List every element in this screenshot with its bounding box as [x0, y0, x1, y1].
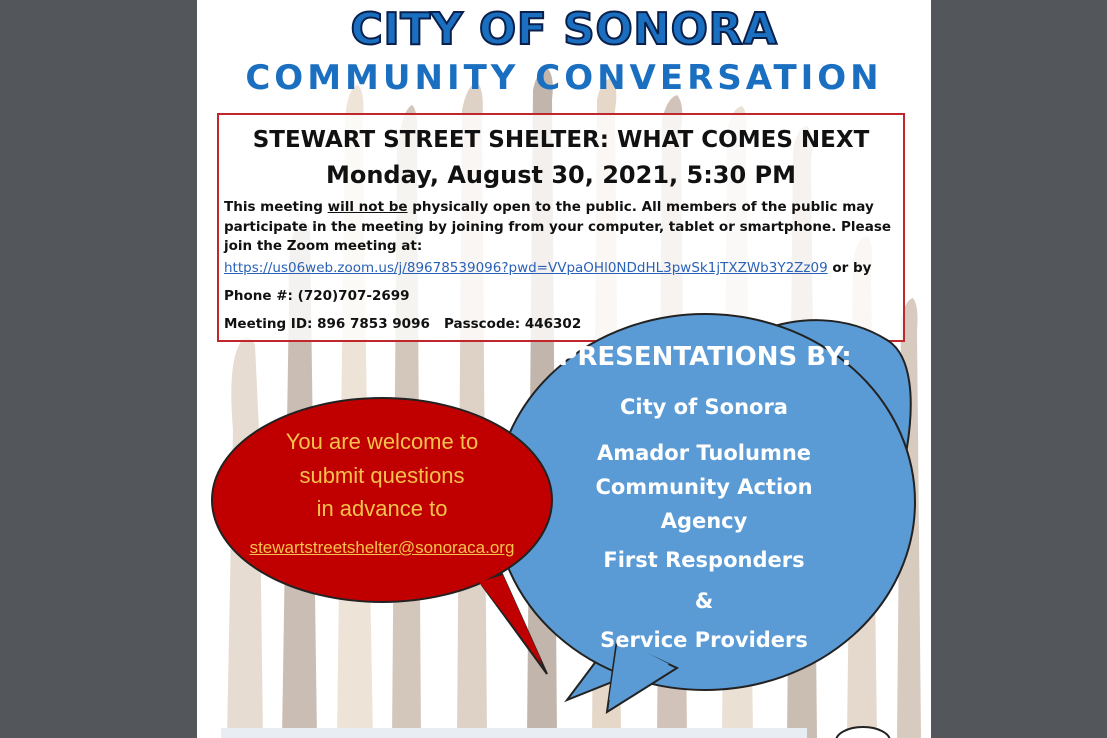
questions-email-link[interactable]: stewartstreetshelter@sonoraca.org [249, 538, 515, 557]
presenter-service-providers: Service Providers [600, 628, 808, 652]
seal-icon [833, 725, 893, 738]
presenter-first-responders: First Responders [603, 548, 805, 572]
description-rest: physically open to the public. All members of the public may participate in the meeting by joining from your computer, tablet or smartphone. Please join the Zoom meeting at: [224, 199, 892, 254]
presenter-city: City of Sonora [620, 395, 788, 419]
description-start: This meeting [224, 199, 328, 215]
meeting-date: Monday, August 30, 2021, 5:30 PM [325, 161, 797, 189]
presenter-atcaa-line-1: Amador Tuolumne [596, 441, 812, 465]
presenter-atcaa-line-3: Agency [660, 509, 748, 533]
questions-text [217, 425, 547, 526]
meeting-id-passcode: Meeting ID: 896 7853 9096 Passcode: 446302 [224, 316, 582, 332]
flyer-subtitle: COMMUNITY CONVERSATION [245, 58, 883, 98]
description-underlined: will not be [327, 199, 408, 215]
bottom-strip [221, 728, 807, 738]
questions-line-3: in advance to [316, 496, 448, 521]
flyer-page [197, 0, 931, 738]
zoom-link[interactable]: https://us06web.zoom.us/j/89678539096?pwd=VVpaOHl0NDdHL3pwSk1jTXZWb3Y2Zz09 [224, 260, 828, 276]
flyer-title: CITY OF SONORA [350, 4, 778, 55]
phone-number: Phone #: (720)707-2699 [224, 288, 410, 304]
presentations-title: PRESENTATIONS BY: [558, 342, 852, 372]
questions-line-2: submit questions [299, 462, 465, 488]
meeting-heading: STEWART STREET SHELTER: WHAT COMES NEXT [252, 127, 870, 153]
presenter-atcaa-line-2: Community Action [595, 475, 813, 499]
questions-line-1: You are welcome to [285, 429, 479, 454]
ampersand: & [694, 589, 714, 613]
or-by-text: or by [827, 260, 872, 276]
